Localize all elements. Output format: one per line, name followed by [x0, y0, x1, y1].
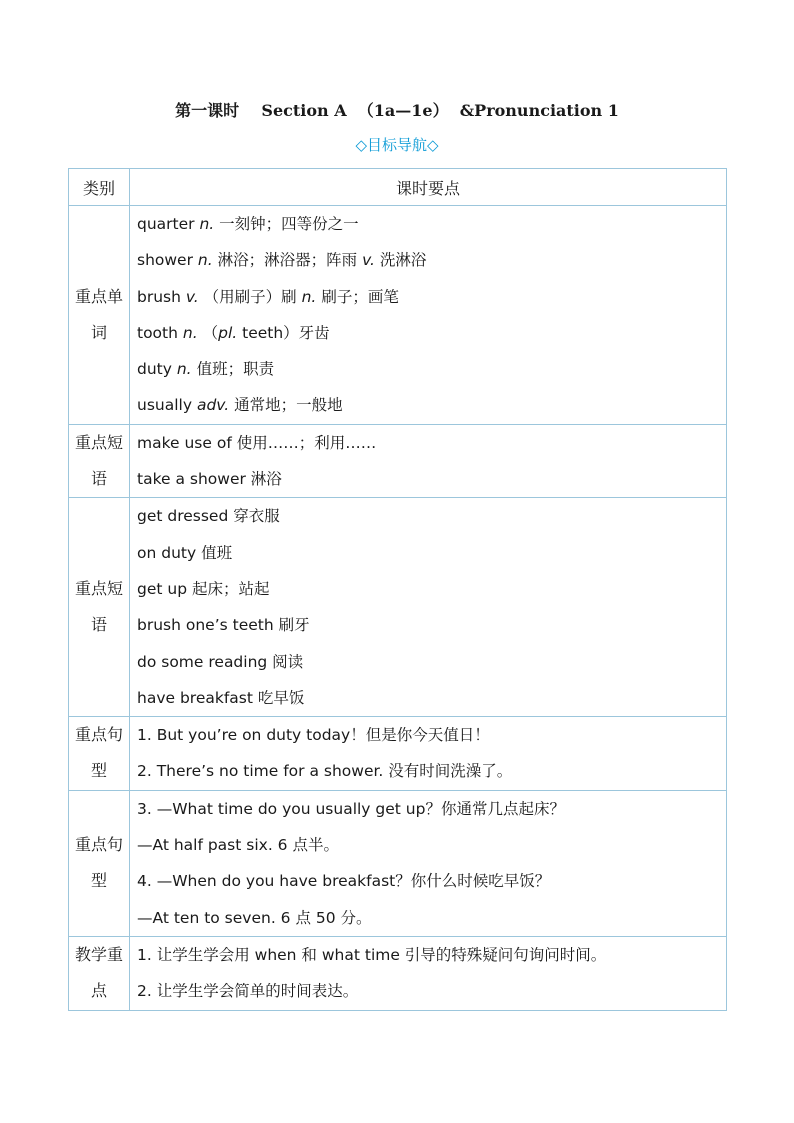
- row-category: 重点短语: [69, 498, 130, 717]
- vocab-word: duty: [137, 360, 172, 379]
- vocab-pos: adv.: [196, 396, 230, 415]
- phrase-line: make use of 使用……；利用……: [137, 433, 377, 452]
- vocab-pos: n.: [197, 251, 213, 270]
- row-category: 教学重点: [69, 936, 130, 1010]
- vocab-meaning: 一刻钟；四等份之一: [219, 215, 359, 233]
- table-row: [69, 424, 727, 498]
- vocab-pos: v.: [185, 287, 199, 306]
- row-category: 重点短语: [69, 424, 130, 498]
- sentence-line: 3. —What time do you usually get up？你通常几点起床？: [137, 799, 565, 818]
- row-content: [130, 717, 727, 791]
- vocab-word: shower: [137, 251, 193, 270]
- page-title: 第一课时 Section A （1a—1e） &Pronunciation 1: [175, 101, 619, 120]
- vocab-line: [137, 351, 726, 387]
- phrase-line: brush one’s teeth 刷牙: [137, 616, 310, 635]
- sentence-line: 4. —When do you have breakfast？你什么时候吃早饭？: [137, 872, 551, 891]
- table-row: [69, 498, 727, 717]
- sentence-line: 1. But you’re on duty today！但是你今天值日！: [137, 726, 490, 745]
- row-content: [130, 424, 727, 498]
- table-row: [69, 936, 727, 1010]
- vocab-meaning-2: 洗淋浴: [379, 251, 427, 270]
- vocab-meaning: 淋浴；淋浴器；阵雨: [217, 251, 358, 270]
- vocab-word: usually: [137, 396, 193, 415]
- phrase-line: get up 起床；站起: [137, 579, 270, 598]
- sentence-line: 2. There’s no time for a shower. 没有时间洗澡了。: [137, 762, 513, 781]
- phrase-line: take a shower 淋浴: [137, 470, 282, 489]
- vocab-meaning: 值班；职责: [196, 360, 275, 379]
- table-header-row: [69, 169, 727, 206]
- lesson-table: [68, 168, 727, 1011]
- vocab-line: [137, 206, 726, 242]
- header-key-points: 课时要点: [130, 169, 727, 206]
- teaching-point-line: 1. 让学生学会用 when 和 what time 引导的特殊疑问句询问时间。: [137, 945, 607, 964]
- vocab-meaning-2: 刷子；画笔: [321, 287, 399, 306]
- vocab-pos-2: pl.: [218, 323, 238, 342]
- phrase-line: get dressed 穿衣服: [137, 507, 280, 526]
- phrase-line: have breakfast 吃早饭: [137, 688, 305, 707]
- sentence-line: —At ten to seven. 6 点 50 分。: [137, 908, 372, 927]
- row-category: 重点单词: [69, 206, 130, 425]
- vocab-meaning: （: [202, 323, 219, 342]
- vocab-word: brush: [137, 287, 181, 306]
- vocab-line: [137, 315, 726, 351]
- phrase-line: on duty 值班: [137, 543, 233, 562]
- vocab-line: [137, 279, 726, 315]
- row-content: [130, 206, 727, 425]
- row-content: [130, 936, 727, 1010]
- vocab-line: [137, 387, 726, 423]
- vocab-meaning: 通常地；一般地: [234, 396, 343, 415]
- table-row: [69, 717, 727, 791]
- vocab-pos: n.: [199, 215, 215, 233]
- vocab-word: quarter: [137, 215, 195, 233]
- sentence-line: —At half past six. 6 点半。: [137, 836, 339, 855]
- vocab-pos: n.: [176, 360, 192, 379]
- row-category: 重点句型: [69, 717, 130, 791]
- row-content: [130, 498, 727, 717]
- table-row: [69, 206, 727, 425]
- header-category: 类别: [69, 169, 130, 206]
- vocab-meaning: （用刷子）刷: [203, 287, 297, 306]
- row-category: 重点句型: [69, 790, 130, 936]
- table-row: [69, 790, 727, 936]
- vocab-meaning-2: teeth）牙齿: [242, 323, 330, 342]
- teaching-point-line: 2. 让学生学会简单的时间表达。: [137, 982, 359, 1001]
- phrase-line: do some reading 阅读: [137, 652, 304, 671]
- vocab-word: tooth: [137, 323, 178, 342]
- vocab-pos-2: v.: [362, 251, 375, 270]
- vocab-pos-2: n.: [301, 287, 317, 306]
- vocab-line: [137, 242, 726, 278]
- vocab-pos: n.: [182, 323, 198, 342]
- row-content: [130, 790, 727, 936]
- section-subtitle: ◇目标导航◇: [355, 136, 439, 154]
